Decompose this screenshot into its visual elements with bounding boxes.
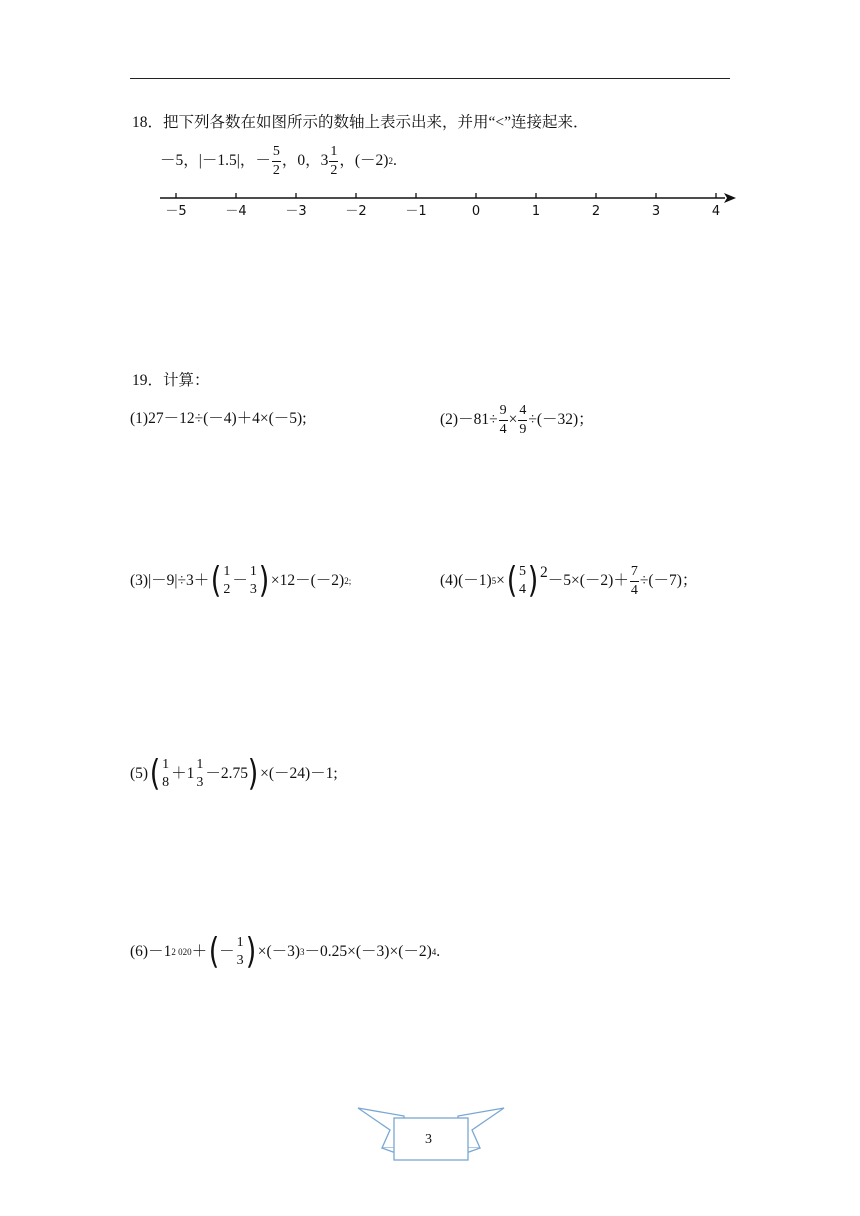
question-19-heading: 19．计算： (132, 372, 210, 389)
numerator: 7 (630, 565, 639, 582)
number-line-tick-label: 2 (591, 204, 601, 219)
arrow-icon (724, 193, 736, 203)
fraction (630, 565, 639, 598)
list-part: －5，|－1.5|，－ (160, 152, 271, 170)
expr-part: ÷(－32)； (528, 411, 594, 429)
denominator: 3 (249, 582, 257, 597)
problem-4 (440, 557, 697, 605)
expr-part: (4)(－1) (440, 572, 492, 590)
expr-part: ×(－24)－1; (260, 765, 338, 783)
fraction (329, 145, 338, 178)
numerator: 4 (518, 404, 527, 421)
exponent: 4 (431, 946, 437, 957)
problem-5 (130, 750, 338, 798)
numerator: 1 (223, 564, 231, 579)
numerator: 1 (236, 935, 244, 950)
fraction (518, 565, 527, 597)
right-paren: ) (247, 753, 259, 794)
numerator: 5 (518, 564, 526, 579)
number-line-ticks (165, 193, 720, 219)
numerator: 1 (196, 757, 204, 772)
number-list (160, 143, 397, 179)
number-line-tick-label: 0 (471, 204, 481, 219)
question-text: 把下列各数在如图所示的数轴上表示出来，并用“<”连接起来． (163, 114, 589, 131)
number-line-tick-label: －5 (165, 204, 187, 219)
problem-3 (130, 557, 351, 605)
page-number: 3 (425, 1132, 432, 1147)
number-line-tick-label: －4 (225, 204, 247, 219)
number-line (150, 184, 740, 224)
left-paren: ( (149, 753, 161, 794)
expr-part: (3)|－9|÷3＋ (130, 572, 210, 590)
left-paren: ( (211, 560, 222, 601)
denominator: 2 (223, 582, 231, 597)
expr-part: －5×(－2)＋ (547, 572, 629, 590)
expr-part: × (496, 572, 505, 590)
number-line-tick-label: －2 (345, 204, 367, 219)
expr-part: ×12－(－2) (270, 572, 345, 590)
exponent: 2; (344, 575, 352, 586)
right-paren: ) (258, 560, 270, 601)
denominator: 4 (499, 421, 507, 437)
denominator: 4 (518, 582, 526, 597)
number-line-tick-label: －3 (285, 204, 307, 219)
fraction (195, 758, 204, 790)
question-18-prompt (132, 115, 589, 131)
exponent: 2 (540, 564, 548, 581)
exponent: 2 (388, 155, 393, 166)
expr-part: ＋ (191, 943, 208, 961)
expr-part: － (219, 943, 235, 961)
expr-part: . (436, 943, 441, 961)
numerator: 1 (249, 564, 257, 579)
list-part: ，0，3 (281, 152, 329, 170)
exponent: 2 020 (171, 946, 192, 957)
fraction (499, 404, 508, 437)
number-line-tick-label: 1 (531, 204, 541, 219)
denominator: 9 (519, 421, 527, 437)
number-line-tick-label: 4 (711, 204, 721, 219)
expr-part: ÷(－7)； (639, 572, 698, 590)
fraction (222, 565, 231, 597)
numerator: 1 (162, 757, 170, 772)
denominator: 3 (196, 775, 204, 790)
numerator: 9 (499, 404, 508, 421)
denominator: 3 (236, 953, 244, 968)
denominator: 2 (272, 162, 280, 178)
expr-part: (2)－81÷ (440, 411, 498, 429)
left-paren: ( (208, 931, 220, 972)
denominator: 8 (162, 775, 170, 790)
fraction (518, 404, 527, 437)
fraction (249, 565, 258, 597)
denominator: 4 (630, 582, 638, 598)
expr-part: ＋1 (171, 765, 195, 783)
expr-part: －2.75 (205, 765, 249, 783)
right-paren: ) (527, 560, 539, 601)
expr-part: × (508, 411, 518, 429)
numerator: 5 (272, 145, 281, 162)
header-rule (130, 78, 730, 79)
right-paren: ) (245, 931, 256, 972)
fraction (236, 936, 245, 968)
left-paren: ( (506, 560, 518, 601)
exponent: 5 (491, 575, 497, 586)
numerator: 1 (329, 145, 338, 162)
expr-part: (6)－1 (130, 943, 172, 961)
question-number: 18． (132, 114, 164, 131)
expr-part: (5) (130, 765, 149, 783)
fraction (161, 758, 170, 790)
expr-part: －0.25×(－3)×(－2) (304, 943, 432, 961)
expr-part: ×(－3) (257, 943, 301, 961)
number-line-tick-label: －1 (405, 204, 427, 219)
list-part: . (392, 152, 397, 170)
problem-2 (440, 400, 594, 440)
problem-6 (130, 928, 440, 976)
denominator: 2 (330, 162, 338, 178)
fraction (272, 145, 281, 178)
expr-part: － (232, 572, 248, 590)
number-line-tick-label: 3 (651, 204, 661, 219)
problem-1: (1)27－12÷(－4)＋4×(－5); (130, 410, 307, 427)
exponent: 3 (300, 946, 305, 957)
list-part: ，(－2) (339, 152, 389, 170)
